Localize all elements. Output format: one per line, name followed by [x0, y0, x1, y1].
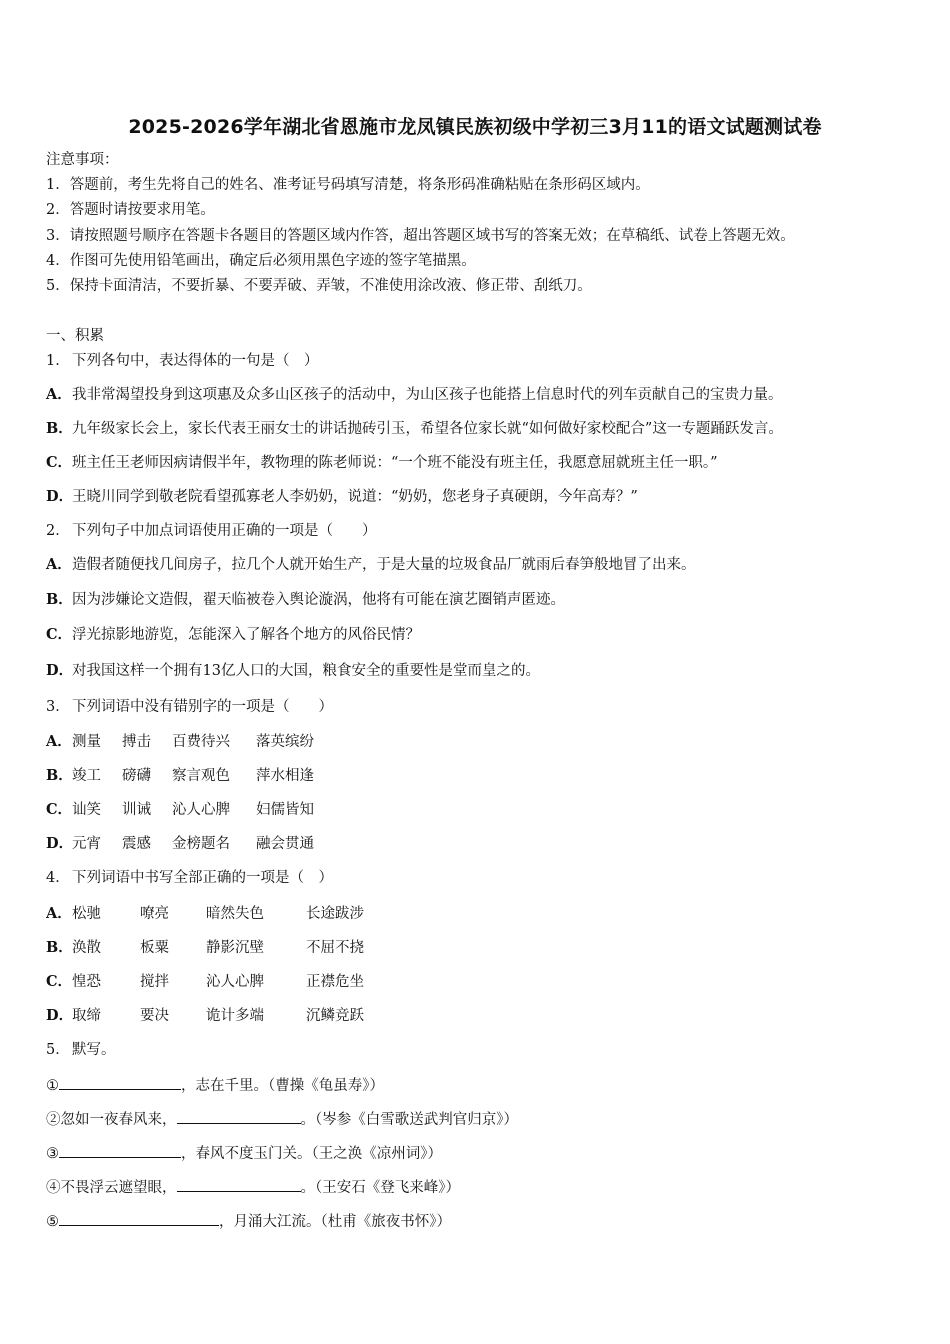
item-mark: ②: [46, 1112, 61, 1128]
question-number: 1．: [46, 353, 70, 369]
option-word: 元宵: [72, 836, 101, 852]
option-word: 取缔: [72, 1008, 101, 1024]
option-word: 搏击: [122, 734, 151, 750]
option-c: [46, 800, 314, 820]
option-a: [46, 732, 314, 752]
option-word: 松驰: [72, 906, 101, 922]
option-word: 训诫: [122, 802, 151, 818]
option-text: 九年级家长会上，家长代表王丽女士的讲话抛砖引玉，希望各位家长就“如何做好家校配合”这一专题踊跃发言。: [72, 421, 783, 437]
option-word: 暗然失色: [206, 906, 264, 922]
dictation-item: [46, 1108, 518, 1130]
option-word: 要决: [140, 1008, 169, 1024]
option-c: [46, 972, 364, 992]
dictation-item: [46, 1142, 442, 1164]
option-c: [46, 625, 420, 645]
item-after: 。（王安石《登飞来峰》）: [300, 1180, 460, 1196]
question-stem: 下列各句中，表达得体的一句是（ ）: [72, 353, 319, 369]
item-after: ，春风不度玉门关。（王之涣《凉州词》）: [181, 1146, 442, 1162]
dictation-item: [46, 1210, 451, 1232]
notice-item: 2．答题时请按要求用笔。: [46, 202, 215, 218]
question-number: 4．: [46, 870, 70, 886]
option-letter: D．: [46, 835, 74, 852]
option-text: 对我国这样一个拥有13亿人口的大国，粮食安全的重要性是堂而皇之的。: [72, 663, 540, 679]
question-2: [46, 521, 377, 541]
option-word: 讪笑: [72, 802, 101, 818]
option-word: 搅拌: [140, 974, 169, 990]
option-word: 融会贯通: [256, 836, 314, 852]
option-letter: C．: [46, 973, 73, 990]
answer-blank[interactable]: [59, 1142, 181, 1158]
notice-item: 1．答题前，考生先将自己的姓名、准考证号码填写清楚，将条形码准确粘贴在条形码区域内。: [46, 177, 650, 193]
item-before: 忽如一夜春风来，: [60, 1112, 177, 1128]
option-word: 妇儒皆知: [256, 802, 314, 818]
question-1: [46, 351, 319, 371]
option-word: 沁人心脾: [172, 802, 230, 818]
option-b: [46, 419, 783, 439]
question-stem: 下列词语中书写全部正确的一项是（ ）: [72, 870, 333, 886]
option-b: [46, 766, 314, 786]
option-text: 我非常渴望投身到这项惠及众多山区孩子的活动中，为山区孩子也能搭上信息时代的列车贡献自己的宝贵力量。: [72, 387, 783, 403]
option-letter: B．: [46, 767, 73, 784]
option-a: [46, 385, 783, 405]
option-word: 沉鳞竞跃: [306, 1008, 364, 1024]
item-after: ，月涌大江流。（杜甫《旅夜书怀》）: [219, 1214, 451, 1230]
question-number: 5．: [46, 1042, 70, 1058]
notice-item: 4．作图可先使用铅笔画出，确定后必须用黑色字迹的签字笔描黑。: [46, 253, 476, 269]
question-stem: 下列句子中加点词语使用正确的一项是（ ）: [72, 523, 377, 539]
option-d: [46, 1006, 364, 1026]
option-word: 震感: [122, 836, 151, 852]
option-word: 沁人心脾: [206, 974, 264, 990]
answer-blank[interactable]: [177, 1108, 301, 1124]
option-b: [46, 590, 565, 610]
item-mark: ⑤: [46, 1214, 59, 1230]
answer-blank[interactable]: [177, 1176, 301, 1192]
answer-blank[interactable]: [59, 1210, 219, 1226]
option-word: 察言观色: [172, 768, 230, 784]
option-word: 长途跋涉: [306, 906, 364, 922]
option-word: 嘹亮: [140, 906, 169, 922]
option-a: [46, 555, 696, 575]
dictation-item: [46, 1074, 384, 1096]
option-letter: D．: [46, 488, 74, 505]
option-word: 静影沉壁: [206, 940, 264, 956]
question-4: [46, 868, 333, 888]
option-letter: B．: [46, 420, 73, 437]
option-letter: A．: [46, 556, 72, 573]
option-word: 落英缤纷: [256, 734, 314, 750]
option-letter: D．: [46, 1007, 74, 1024]
option-text: 王晓川同学到敬老院看望孤寡老人李奶奶，说道：“奶奶，您老身子真硬朗，今年高寿？”: [72, 489, 638, 505]
option-text: 造假者随便找几间房子，拉几个人就开始生产，于是大量的垃圾食品厂就雨后春笋般地冒了出来。: [72, 557, 696, 573]
item-before: 不畏浮云遮望眼，: [60, 1180, 177, 1196]
option-word: 不屈不挠: [306, 940, 364, 956]
option-d: [46, 487, 638, 507]
option-d: [46, 661, 540, 681]
option-c: [46, 453, 718, 473]
option-word: 百费待兴: [172, 734, 230, 750]
question-stem: 下列词语中没有错别字的一项是（ ）: [72, 699, 333, 715]
notice-item: 5．保持卡面清洁，不要折暴、不要弄破、弄皱，不准使用涂改液、修正带、刮纸刀。: [46, 278, 592, 294]
section-heading: 一、积累: [46, 328, 104, 344]
question-number: 3．: [46, 699, 70, 715]
option-text: 班主任王老师因病请假半年，教物理的陈老师说：“一个班不能没有班主任，我愿意屈就班主任一职。”: [72, 455, 718, 471]
notice-heading: 注意事项：: [46, 152, 119, 168]
option-letter: C．: [46, 626, 73, 643]
option-letter: A．: [46, 733, 72, 750]
option-letter: A．: [46, 905, 72, 922]
notice-item: 3．请按照题号顺序在答题卡各题目的答题区域内作答，超出答题区域书写的答案无效；在草稿纸、试卷上答题无效。: [46, 228, 795, 244]
option-word: 磅礴: [122, 768, 151, 784]
option-word: 板粟: [140, 940, 169, 956]
answer-blank[interactable]: [59, 1074, 181, 1090]
item-mark: ③: [46, 1146, 59, 1162]
item-after: ，志在千里。（曹操《龟虽寿》）: [181, 1078, 384, 1094]
dictation-item: [46, 1176, 460, 1198]
option-letter: B．: [46, 939, 73, 956]
option-word: 萍水相逢: [256, 768, 314, 784]
option-word: 金榜题名: [172, 836, 230, 852]
option-letter: A．: [46, 386, 72, 403]
option-text: 因为涉嫌论文造假，翟天临被卷入舆论漩涡，他将有可能在演艺圈销声匿迹。: [72, 592, 565, 608]
option-word: 正襟危坐: [306, 974, 364, 990]
option-word: 诡计多端: [206, 1008, 264, 1024]
option-d: [46, 834, 314, 854]
question-number: 2．: [46, 523, 70, 539]
item-after: 。（岑参《白雪歌送武判官归京》）: [300, 1112, 518, 1128]
option-text: 浮光掠影地游览，怎能深入了解各个地方的风俗民情？: [72, 627, 420, 643]
option-letter: B．: [46, 591, 73, 608]
question-3: [46, 697, 333, 717]
option-word: 惶恐: [72, 974, 101, 990]
page-title: 2025-2026学年湖北省恩施市龙凤镇民族初级中学初三3月11的语文试题测试卷: [128, 116, 822, 138]
question-stem: 默写。: [72, 1042, 116, 1058]
option-word: 竣工: [72, 768, 101, 784]
item-mark: ①: [46, 1078, 59, 1094]
option-b: [46, 938, 364, 958]
option-letter: C．: [46, 454, 73, 471]
option-word: 测量: [72, 734, 101, 750]
option-letter: D．: [46, 662, 74, 679]
question-5: [46, 1040, 116, 1060]
item-mark: ④: [46, 1180, 61, 1196]
option-letter: C．: [46, 801, 73, 818]
option-word: 涣散: [72, 940, 101, 956]
option-a: [46, 904, 364, 924]
